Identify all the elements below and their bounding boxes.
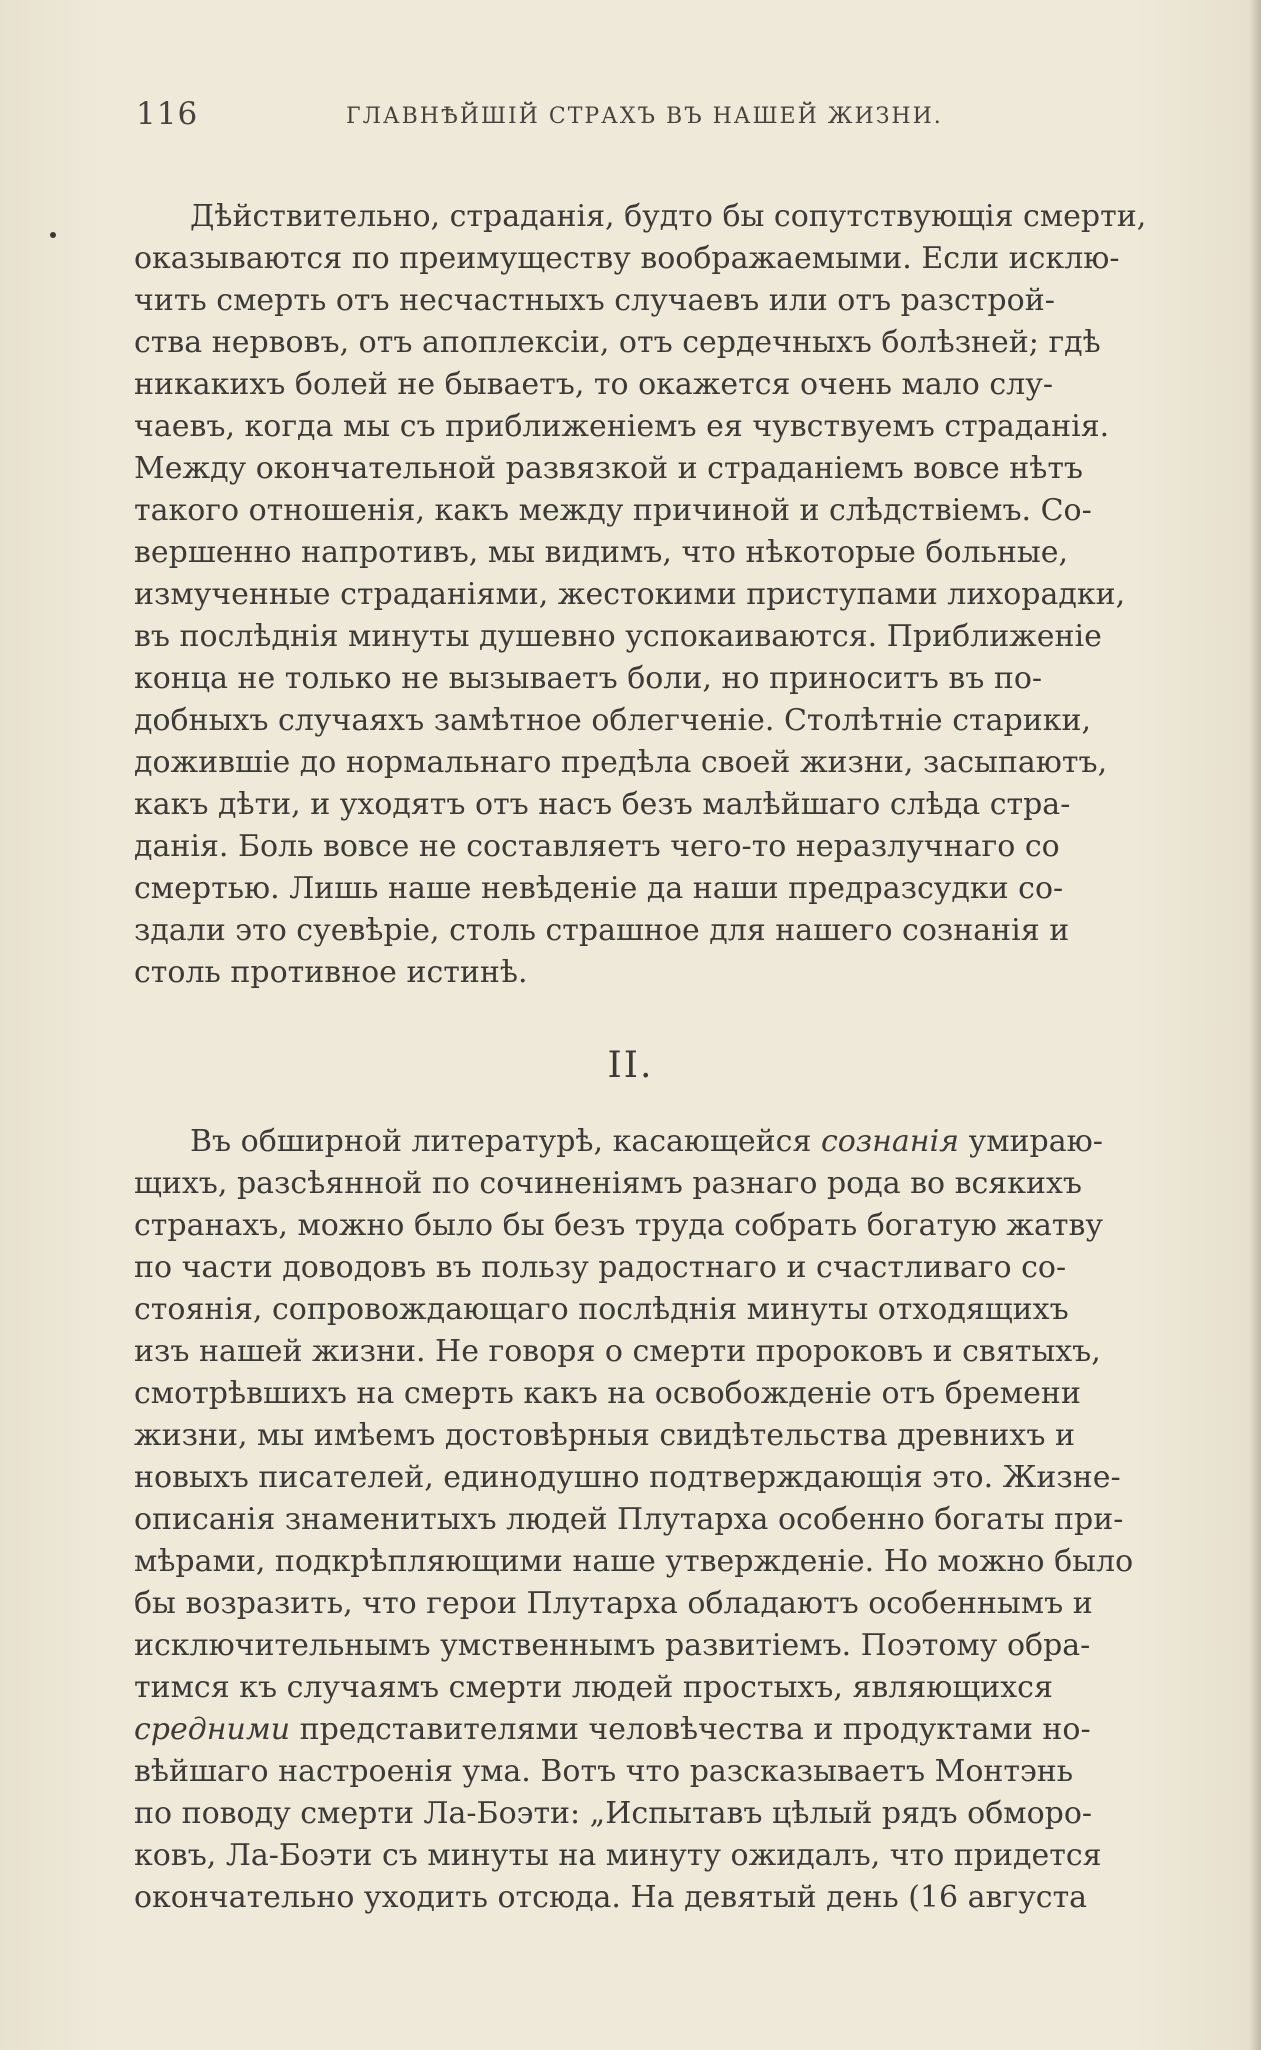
text-line: какъ дѣти, и уходятъ отъ насъ безъ малѣйшаго слѣда стра- <box>134 787 1071 822</box>
text-line: окончательно уходить отсюда. На девятый день (16 августа <box>134 1880 1088 1915</box>
text-run: Въ обширной литературѣ, касающейся <box>190 1124 821 1159</box>
paragraph-2 <box>134 1121 1244 1919</box>
text-line: ковъ, Ла-Боэти съ минуты на минуту ожидалъ, что придется <box>134 1838 1102 1873</box>
text-line: столь противное истинѣ. <box>134 955 528 990</box>
text-line: щихъ, разсѣянной по сочиненіямъ разнаго рода во всякихъ <box>134 1166 1082 1201</box>
running-title: ГЛАВНѢЙШІЙ СТРАХЪ ВЪ НАШЕЙ ЖИЗНИ. <box>346 104 943 129</box>
text-line: ства нервовъ, отъ апоплексіи, отъ сердечныхъ болѣзней; гдѣ <box>134 325 1101 360</box>
text-line: конца не только не вызываетъ боли, но приноситъ въ по- <box>134 661 1043 696</box>
text-line: оказываются по преимуществу воображаемыми. Если исклю- <box>134 241 1120 276</box>
text-line: Между окончательной развязкой и страданіемъ вовсе нѣтъ <box>134 451 1083 486</box>
paragraph-1 <box>134 196 1244 994</box>
text-line: жизни, мы имѣемъ достовѣрныя свидѣтельства древнихъ и <box>134 1418 1075 1453</box>
text-line: измученные страданіями, жестокими приступами лихорадки, <box>134 577 1126 612</box>
text-line: тимся къ случаямъ смерти людей простыхъ, являющихся <box>134 1670 1053 1705</box>
text-run: представителями человѣчества и продуктами но- <box>290 1712 1091 1747</box>
italic-term: средними <box>134 1712 291 1747</box>
page-number: 116 <box>136 96 199 132</box>
margin-dot-mark <box>50 232 56 238</box>
text-line: описанія знаменитыхъ людей Плутарха особенно богаты при- <box>134 1502 1124 1537</box>
text-line: въ послѣднія минуты душевно успокаиваются. Приближеніе <box>134 619 1102 654</box>
text-line: мѣрами, подкрѣпляющими наше утвержденіе. Но можно было <box>134 1544 1134 1579</box>
text-line: никакихъ болей не бываетъ, то окажется очень мало слу- <box>134 367 1054 402</box>
text-line: стоянія, сопровождающаго послѣднія минуты отходящихъ <box>134 1292 1069 1327</box>
section-heading: II. <box>607 1045 654 1086</box>
text-line: смотрѣвшихъ на смерть какъ на освобожденіе отъ бремени <box>134 1376 1081 1411</box>
text-line: странахъ, можно было бы безъ труда собрать богатую жатву <box>134 1208 1103 1243</box>
text-line: добныхъ случаяхъ замѣтное облегченіе. Столѣтніе старики, <box>134 703 1091 738</box>
text-line: чить смерть отъ несчастныхъ случаевъ или отъ разстрой- <box>134 283 1055 318</box>
text-line: исключительнымъ умственнымъ развитіемъ. Поэтому обра- <box>134 1628 1091 1663</box>
text-line: изъ нашей жизни. Не говоря о смерти пророковъ и святыхъ, <box>134 1334 1101 1369</box>
text-line: по части доводовъ въ пользу радостнаго и счастливаго со- <box>134 1250 1067 1285</box>
text-line: здали это суевѣріе, столь страшное для нашего сознанія и <box>134 913 1070 948</box>
text-line: Дѣйствительно, страданія, будто бы сопутствующія смерти, <box>190 199 1147 234</box>
page-edge-shadow <box>1249 0 1261 2050</box>
page-header <box>136 96 1136 136</box>
text-line <box>134 1709 1244 1751</box>
text-line: вершенно напротивъ, мы видимъ, что нѣкоторые больные, <box>134 535 1069 570</box>
text-line: бы возразить, что герои Плутарха обладаютъ особеннымъ и <box>134 1586 1093 1621</box>
text-run: умираю- <box>959 1124 1103 1159</box>
text-line: такого отношенія, какъ между причиной и слѣдствіемъ. Со- <box>134 493 1092 528</box>
italic-term: сознанія <box>820 1124 960 1159</box>
text-line: по поводу смерти Ла-Боэти: „Испытавъ цѣлый рядъ обморо- <box>134 1796 1093 1831</box>
text-line: новыхъ писателей, единодушно подтверждающія это. Жизне- <box>134 1460 1121 1495</box>
text-line: вѣйшаго настроенія ума. Вотъ что разсказываетъ Монтэнь <box>134 1754 1074 1789</box>
text-line: чаевъ, когда мы съ приближеніемъ ея чувствуемъ страданія. <box>134 409 1110 444</box>
text-line: данія. Боль вовсе не составляетъ чего-то неразлучнаго со <box>134 829 1060 864</box>
text-line: дожившіе до нормальнаго предѣла своей жизни, засыпаютъ, <box>134 745 1108 780</box>
text-line: смертью. Лишь наше невѣденіе да наши предразсудки со- <box>134 871 1064 906</box>
text-line <box>134 1121 1244 1163</box>
